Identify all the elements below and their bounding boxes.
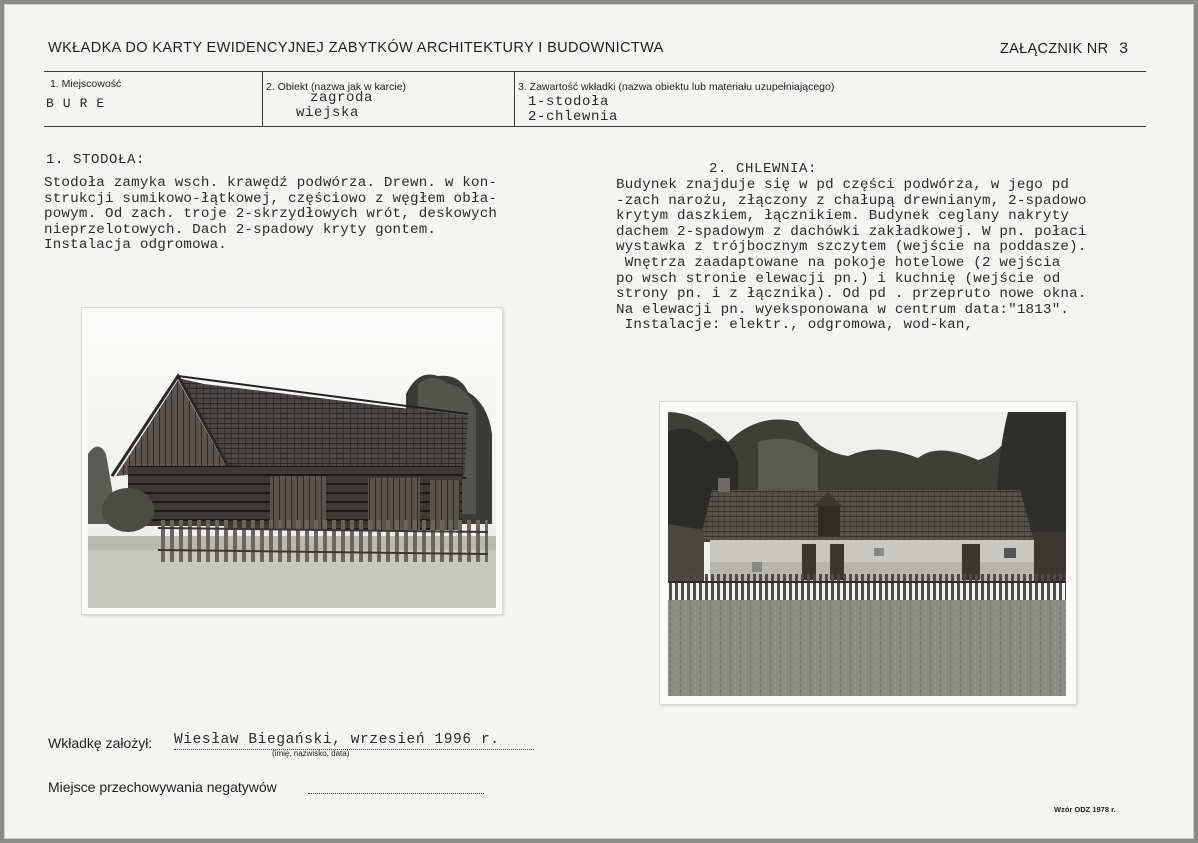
- field-divider-1: [262, 71, 263, 127]
- barn-photo: [82, 308, 502, 614]
- object-label: 2. Obiekt (nazwa jak w karcie): [266, 81, 407, 93]
- object-value-line1: zagroda: [310, 90, 374, 106]
- field-box-top-rule: [44, 71, 1146, 72]
- section2-line: po wsch stronie elewacji pn.) i kuchnię (wejście od: [616, 270, 1061, 287]
- form-title: WKŁADKA DO KARTY EWIDENCYJNEJ ZABYTKÓW ARCHITEKTURY I BUDOWNICTWA: [48, 40, 664, 56]
- section2-text: [616, 178, 1087, 334]
- inventory-sheet: [4, 4, 1194, 839]
- section2-line: Na elewacji pn. wyeksponowana w centrum data:"1813".: [616, 301, 1070, 318]
- section1-line: strukcji sumikowo-łątkowej, częściowo z węgłem obła-: [44, 190, 498, 207]
- section2-line: wystawka z trójbocznym szczytem (wejście na poddasze).: [616, 239, 1087, 256]
- negatives-label: Miejsce przechowywania negatywów: [48, 779, 277, 795]
- content-value-line1: 1-stodoła: [528, 94, 610, 110]
- section1-line: nieprzelotowych. Dach 2-spadowy kryty gontem.: [44, 221, 437, 238]
- attachment-label: ZAŁĄCZNIK NR: [1000, 41, 1109, 57]
- author-label: Wkładkę założył:: [48, 735, 153, 751]
- section2-line: Budynek znajduje się w pd części podwórza, w jego pd: [616, 177, 1070, 193]
- section1-heading: 1. STODOŁA:: [46, 152, 146, 168]
- section2-line: krytym daszkiem, łącznikiem. Budynek ceglany nakryty: [616, 208, 1070, 225]
- section1-line: Stodoła zamyka wsch. krawędź podwórza. Drewn. w kon-: [44, 175, 498, 191]
- section1-text: [44, 176, 497, 254]
- locality-value: B U R E: [46, 96, 105, 111]
- section2-line: strony pn. i z łącznika). Od pd . przepruto nowe okna.: [616, 286, 1087, 303]
- section2-line: Instalacje: elektr., odgromowa, wod-kan,: [616, 317, 974, 334]
- form-code: Wzór ODZ 1978 r.: [1054, 805, 1116, 814]
- section2-heading: 2. CHLEWNIA:: [709, 161, 818, 177]
- section2-line: -zach narożu, złączony z chałupą drewnianym, 2-spadowo: [616, 192, 1087, 209]
- content-label: 3. Zawartość wkładki (nazwa obiektu lub materiału uzupełniającego): [518, 81, 835, 93]
- author-dotted-line: [174, 749, 534, 750]
- section1-line: powym. Od zach. troje 2-skrzydłowych wrót, deskowych: [44, 206, 498, 223]
- attachment-number-value: 3: [1118, 40, 1129, 58]
- field-divider-2: [514, 71, 515, 127]
- pigsty-photo: [660, 402, 1076, 704]
- attachment-number: [1000, 40, 1129, 58]
- section2-line: Wnętrza zaadaptowane na pokoje hotelowe (2 wejścia: [616, 254, 1061, 271]
- section1-line: Instalacja odgromowa.: [44, 237, 227, 254]
- field-box-bottom-rule: [44, 126, 1146, 127]
- section2-line: dachem 2-spadowym z dachówki zakładkowej. W pn. połaci: [616, 223, 1087, 240]
- content-value-line2: 2-chlewnia: [528, 109, 619, 125]
- pigsty-photo-image: [668, 412, 1066, 696]
- barn-photo-image: [88, 314, 496, 608]
- locality-label: 1. Miejscowość: [50, 78, 122, 90]
- author-hint: (imię, nazwisko, data): [272, 749, 350, 758]
- negatives-dotted-line: [308, 793, 484, 794]
- author-value: Wiesław Biegański, wrzesień 1996 r.: [174, 732, 500, 748]
- object-value-line2: wiejska: [296, 105, 360, 121]
